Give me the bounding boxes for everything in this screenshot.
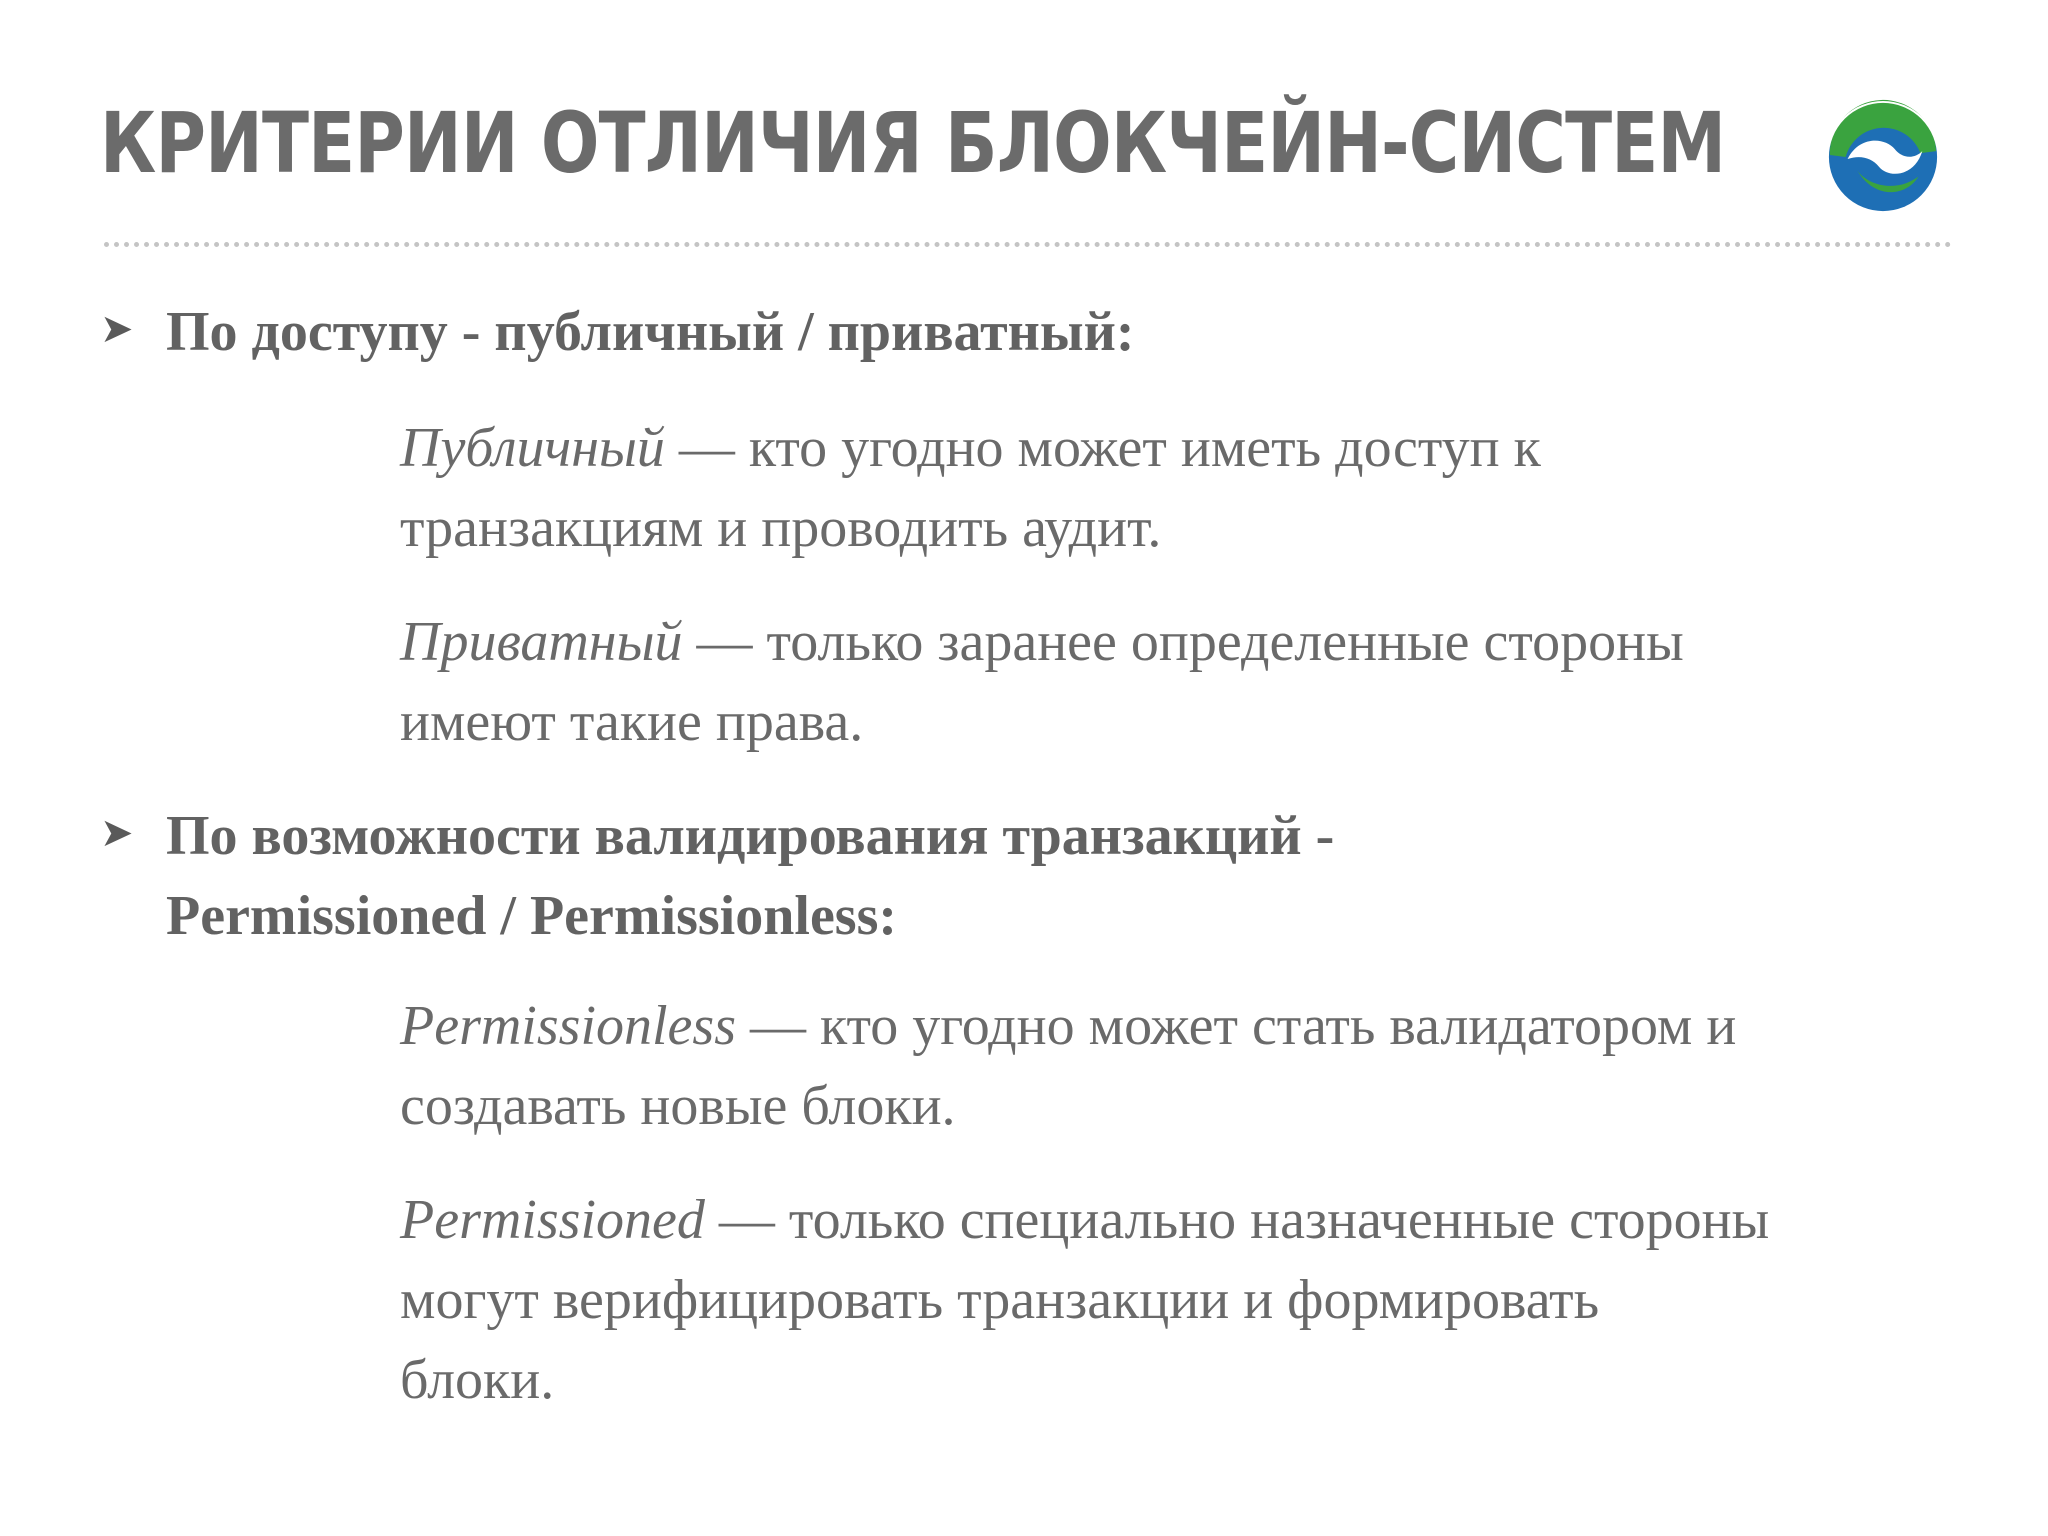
section-heading-validation bbox=[166, 796, 1334, 956]
definition-permissionless bbox=[400, 986, 1736, 1146]
definition-text: — кто угодно может иметь доступ к bbox=[664, 417, 1541, 479]
heading-line: Permissioned / Permissionless: bbox=[166, 885, 898, 947]
definition-text: транзакциям и проводить аудит. bbox=[400, 497, 1162, 559]
definition-text: — только специально назначенные стороны bbox=[704, 1189, 1770, 1251]
definition-text: — только заранее определенные стороны bbox=[682, 611, 1684, 673]
term-permissionless: Permissionless bbox=[400, 995, 736, 1057]
slide-title: КРИТЕРИИ ОТЛИЧИЯ БЛОКЧЕЙН-СИСТЕМ bbox=[100, 94, 1726, 192]
definition-text: имеют такие права. bbox=[400, 691, 864, 753]
section-heading-access bbox=[166, 292, 1135, 372]
definition-text: блоки. bbox=[400, 1349, 555, 1411]
term-private: Приватный bbox=[400, 611, 683, 673]
arrow-bullet-icon: ➤ bbox=[100, 810, 134, 856]
term-public: Публичный bbox=[400, 417, 665, 479]
definition-private bbox=[400, 602, 1684, 762]
definition-text: могут верифицировать транзакции и формировать bbox=[400, 1269, 1600, 1331]
definition-public bbox=[400, 408, 1541, 568]
swirl-logo-icon bbox=[1824, 98, 1942, 216]
definition-text: — кто угодно может стать валидатором и bbox=[736, 995, 1737, 1057]
arrow-bullet-icon: ➤ bbox=[100, 306, 134, 352]
dotted-divider bbox=[104, 242, 1952, 247]
definition-text: создавать новые блоки. bbox=[400, 1075, 956, 1137]
term-permissioned: Permissioned bbox=[400, 1189, 705, 1251]
heading-line: По доступу - публичный / приватный: bbox=[166, 301, 1135, 363]
definition-permissioned bbox=[400, 1180, 1769, 1420]
heading-line: По возможности валидирования транзакций - bbox=[166, 805, 1335, 867]
